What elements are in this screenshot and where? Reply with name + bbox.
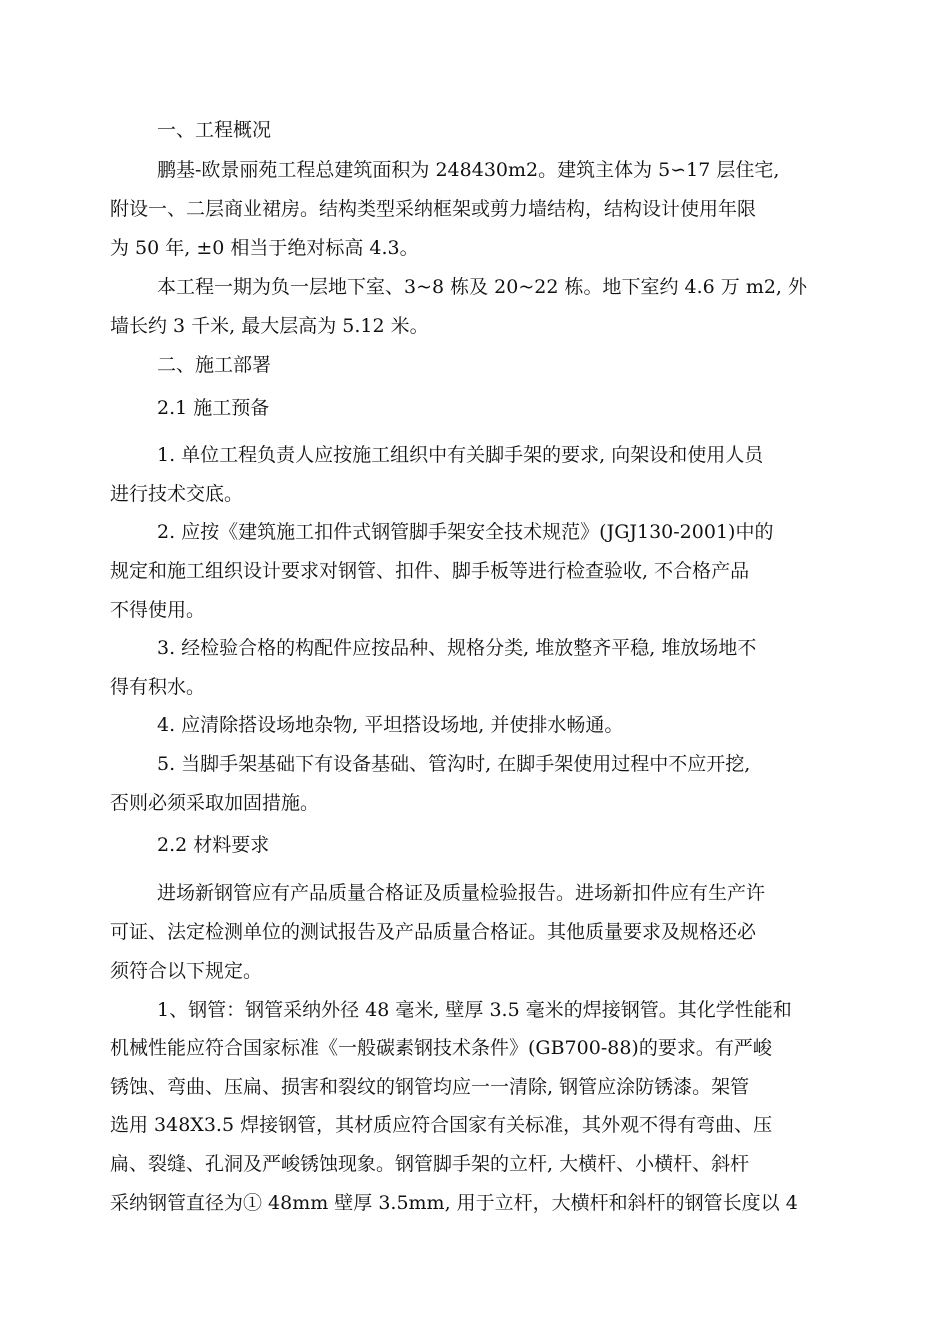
section-heading-2-2: 2.2 材料要求: [157, 834, 270, 856]
paragraph-line: 鹏基-欧景丽苑工程总建筑面积为 248430m2。建筑主体为 5∽17 层住宅,: [157, 159, 780, 181]
list-item-5-cont: 否则必须采取加固措施。: [110, 792, 320, 814]
list-item-1: 1. 单位工程负责人应按施工组织中有关脚手架的要求, 向架设和使用人员: [157, 444, 764, 466]
paragraph-line: 须符合以下规定。: [110, 960, 263, 982]
paragraph-line: 锈蚀、弯曲、压扁、损害和裂纹的钢管均应一一清除, 钢管应涂防锈漆。架管: [110, 1076, 750, 1098]
paragraph-line: 本工程一期为负一层地下室、3~8 栋及 20~22 栋。地下室约 4.6 万 m2, 外: [157, 276, 808, 298]
paragraph-line: 1、钢管：钢管采纳外径 48 毫米, 壁厚 3.5 毫米的焊接钢管。其化学性能和: [157, 999, 792, 1021]
paragraph-line: 扁、裂缝、孔洞及严峻锈蚀现象。钢管脚手架的立杆, 大横杆、小横杆、斜杆: [110, 1153, 750, 1175]
paragraph-line: 墙长约 3 千米, 最大层高为 5.12 米。: [110, 315, 429, 337]
list-item-2-cont: 不得使用。: [110, 599, 206, 621]
list-item-2: 2. 应按《建筑施工扣件式钢管脚手架安全技术规范》(JGJ130-2001)中的: [157, 521, 774, 543]
paragraph-line: 机械性能应符合国家标准《一般碳素钢技术条件》(GB700-88)的要求。有严峻: [110, 1037, 772, 1059]
list-item-1-cont: 进行技术交底。: [110, 483, 244, 505]
paragraph-line: 选用 348X3.5 焊接钢管，其材质应符合国家有关标准，其外观不得有弯曲、压: [110, 1114, 773, 1136]
paragraph-line: 可证、法定检测单位的测试报告及产品质量合格证。其他质量要求及规格还必: [110, 921, 757, 943]
section-heading-2-1: 2.1 施工预备: [157, 397, 270, 419]
heading-project-overview: 一、工程概况: [157, 119, 272, 141]
list-item-5: 5. 当脚手架基础下有设备基础、管沟时, 在脚手架使用过程中不应开挖,: [157, 753, 751, 775]
paragraph-line: 为 50 年, ±0 相当于绝对标高 4.3。: [110, 237, 419, 259]
list-item-2-cont: 规定和施工组织设计要求对钢管、扣件、脚手板等进行检查验收, 不合格产品: [110, 560, 750, 582]
paragraph-line: 进场新钢管应有产品质量合格证及质量检验报告。进场新扣件应有生产许: [157, 882, 766, 904]
heading-construction-deployment: 二、施工部署: [157, 354, 272, 376]
list-item-3-cont: 得有积水。: [110, 676, 206, 698]
list-item-4: 4. 应清除搭设场地杂物, 平坦搭设场地, 并使排水畅通。: [157, 714, 624, 736]
paragraph-line: 采纳钢管直径为① 48mm 壁厚 3.5mm, 用于立杆，大横杆和斜杆的钢管长度以 4: [110, 1192, 798, 1214]
list-item-3: 3. 经检验合格的构配件应按品种、规格分类, 堆放整齐平稳, 堆放场地不: [157, 637, 757, 659]
paragraph-line: 附设一、二层商业裙房。结构类型采纳框架或剪力墙结构，结构设计使用年限: [110, 198, 757, 220]
